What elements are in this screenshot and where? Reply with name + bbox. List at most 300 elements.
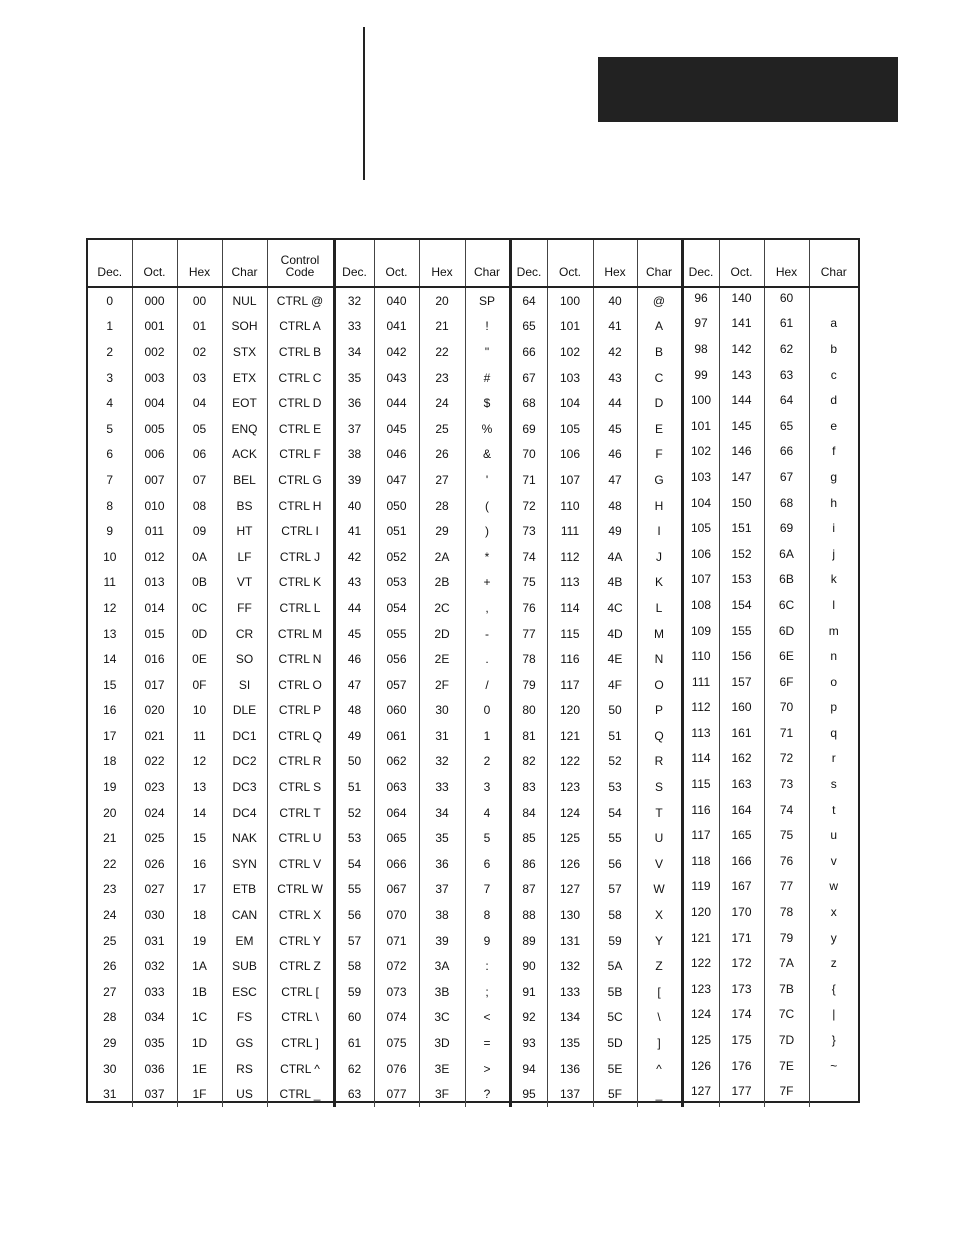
table-cell: z	[809, 950, 858, 976]
table-cell: 052	[374, 544, 419, 570]
table-cell: SP	[465, 287, 510, 314]
table-cell: 160	[719, 695, 764, 721]
table-cell: 0A	[177, 544, 222, 570]
table-cell: 121	[682, 925, 719, 951]
table-cell: 26	[103, 959, 117, 974]
table-cell: 28	[419, 493, 465, 519]
table-cell: 106	[547, 442, 593, 468]
table-cell: 96	[682, 284, 719, 311]
table-cell: 5C	[593, 1005, 637, 1031]
table-cell: 1B	[177, 979, 222, 1005]
table-cell: CR	[222, 621, 267, 647]
table-cell: T	[637, 800, 682, 826]
table-cell: 06	[177, 442, 222, 468]
table-cell: 05	[177, 416, 222, 442]
table-cell: o	[809, 669, 858, 695]
table-cell: 047	[374, 467, 419, 493]
header-row	[88, 240, 858, 287]
table-cell: 150	[719, 490, 764, 516]
table-cell: 82	[510, 749, 547, 775]
table-cell	[809, 284, 858, 311]
table-cell: 18	[103, 754, 117, 769]
table-cell: 2	[465, 749, 510, 775]
table-row	[88, 1081, 858, 1107]
table-cell: 18	[177, 902, 222, 928]
table-cell: 26	[419, 442, 465, 468]
ascii-table	[88, 240, 858, 1107]
table-cell: 10	[177, 698, 222, 724]
table-cell: 42	[593, 339, 637, 365]
table-cell: 021	[132, 723, 177, 749]
table-cell: 113	[547, 570, 593, 596]
table-cell: 53	[593, 774, 637, 800]
table-cell: 114	[547, 595, 593, 621]
column-header: Hex	[177, 240, 222, 287]
table-cell: 84	[510, 800, 547, 826]
table-cell: 5	[465, 825, 510, 851]
table-cell: 071	[374, 928, 419, 954]
table-cell: GS	[222, 1030, 267, 1056]
table-cell: 112	[547, 544, 593, 570]
table-cell: %	[465, 416, 510, 442]
table-cell: 23	[419, 365, 465, 391]
table-cell: 79	[764, 925, 809, 951]
table-cell: 111	[547, 518, 593, 544]
table-cell: 030	[132, 902, 177, 928]
table-cell: CTRL Q	[267, 723, 334, 749]
column-header: Oct.	[132, 240, 177, 287]
table-cell: 163	[719, 771, 764, 797]
table-cell: q	[809, 720, 858, 746]
table-cell: 68	[510, 390, 547, 416]
table-cell: 72	[510, 493, 547, 519]
table-cell: 177	[719, 1078, 764, 1104]
table-cell: 35	[419, 825, 465, 851]
table-cell: 28	[103, 1010, 117, 1025]
table-cell: 108	[682, 592, 719, 618]
table-cell: 13	[103, 626, 117, 641]
table-cell: 005	[132, 416, 177, 442]
table-cell: x	[809, 899, 858, 925]
table-cell: 36	[334, 390, 374, 416]
table-cell: BS	[222, 493, 267, 519]
table-cell: 5D	[593, 1030, 637, 1056]
table-cell: 72	[764, 746, 809, 772]
table-cell: 106	[682, 541, 719, 567]
table-cell: 027	[132, 877, 177, 903]
table-cell: 120	[547, 698, 593, 724]
table-cell: CTRL H	[267, 493, 334, 519]
table-cell: 151	[719, 515, 764, 541]
table-cell: 5A	[593, 953, 637, 979]
table-cell: 15	[177, 825, 222, 851]
table-cell: 3F	[419, 1081, 465, 1107]
table-cell: 031	[132, 928, 177, 954]
table-cell: CTRL Z	[267, 953, 334, 979]
table-cell: 44	[593, 390, 637, 416]
table-cell: ]	[637, 1030, 682, 1056]
table-cell: 43	[593, 365, 637, 391]
table-cell: 7	[465, 877, 510, 903]
table-cell: 62	[764, 336, 809, 362]
table-cell: 014	[132, 595, 177, 621]
table-cell: h	[809, 490, 858, 516]
table-cell: CTRL C	[267, 365, 334, 391]
table-cell: CTRL X	[267, 902, 334, 928]
table-cell: 145	[719, 413, 764, 439]
table-cell: P	[637, 698, 682, 724]
table-cell: ETX	[222, 365, 267, 391]
table-cell: CTRL U	[267, 825, 334, 851]
table-cell: 062	[374, 749, 419, 775]
table-cell: DC3	[222, 774, 267, 800]
table-cell: 037	[132, 1081, 177, 1107]
table-cell: 153	[719, 567, 764, 593]
table-cell: 7	[106, 472, 114, 487]
table-cell: 12	[177, 749, 222, 775]
table-cell: 92	[510, 1005, 547, 1031]
table-cell: 63	[764, 362, 809, 388]
table-cell: 27	[419, 467, 465, 493]
table-cell: 17	[177, 877, 222, 903]
table-cell: 11	[103, 575, 116, 590]
table-cell: LF	[222, 544, 267, 570]
table-cell: 33	[419, 774, 465, 800]
table-cell: 077	[374, 1081, 419, 1107]
table-cell: 110	[547, 493, 593, 519]
table-cell: 137	[547, 1081, 593, 1107]
table-cell: 103	[682, 464, 719, 490]
table-cell: SUB	[222, 953, 267, 979]
table-cell: 143	[719, 362, 764, 388]
table-cell: 2A	[419, 544, 465, 570]
table-cell: 033	[132, 979, 177, 1005]
table-cell: 1E	[177, 1056, 222, 1082]
table-cell: 40	[593, 287, 637, 314]
table-cell: 76	[510, 595, 547, 621]
table-cell: CTRL E	[267, 416, 334, 442]
table-cell: 55	[334, 877, 374, 903]
table-cell: CTRL Y	[267, 928, 334, 954]
table-cell: CTRL V	[267, 851, 334, 877]
column-header: Dec.	[510, 240, 547, 287]
table-cell: 5B	[593, 979, 637, 1005]
table-cell: 6F	[764, 669, 809, 695]
table-cell: &	[465, 442, 510, 468]
table-cell: $	[465, 390, 510, 416]
table-cell: 057	[374, 672, 419, 698]
table-cell: B	[637, 339, 682, 365]
table-cell: ENQ	[222, 416, 267, 442]
table-cell: 118	[682, 848, 719, 874]
table-cell: 070	[374, 902, 419, 928]
table-cell: 117	[547, 672, 593, 698]
table-cell: 2	[106, 344, 114, 359]
table-cell: 34	[419, 800, 465, 826]
table-cell: 4	[465, 800, 510, 826]
table-cell: 65	[510, 314, 547, 340]
table-cell: 101	[547, 314, 593, 340]
table-cell: 16	[103, 703, 117, 718]
table-cell: 3E	[419, 1056, 465, 1082]
vertical-rule	[363, 27, 365, 180]
table-cell: 063	[374, 774, 419, 800]
table-cell: a	[809, 311, 858, 337]
table-cell: 51	[593, 723, 637, 749]
table-cell: (	[465, 493, 510, 519]
table-cell: 046	[374, 442, 419, 468]
table-cell: 57	[593, 877, 637, 903]
table-cell: 022	[132, 749, 177, 775]
table-cell: c	[809, 362, 858, 388]
table-cell: 5	[106, 421, 114, 436]
table-cell: 32	[334, 287, 374, 314]
table-cell: 1	[106, 319, 114, 334]
table-cell: HT	[222, 518, 267, 544]
table-cell: 7E	[764, 1053, 809, 1079]
table-cell: f	[809, 439, 858, 465]
table-cell: 77	[510, 621, 547, 647]
table-cell: 70	[510, 442, 547, 468]
table-cell: 60	[334, 1005, 374, 1031]
table-cell: CTRL ]	[267, 1030, 334, 1056]
table-cell: W	[637, 877, 682, 903]
table-cell: 74	[764, 797, 809, 823]
table-cell: 175	[719, 1027, 764, 1053]
column-header: Oct.	[374, 240, 419, 287]
table-cell: 7F	[764, 1078, 809, 1104]
table-cell: 2C	[419, 595, 465, 621]
column-header: Control Code	[267, 240, 334, 287]
table-cell: R	[637, 749, 682, 775]
table-cell: DC2	[222, 749, 267, 775]
table-cell: s	[809, 771, 858, 797]
table-cell: 6E	[764, 643, 809, 669]
table-cell: '	[465, 467, 510, 493]
table-cell: u	[809, 822, 858, 848]
table-cell: CTRL W	[267, 877, 334, 903]
table-cell: ESC	[222, 979, 267, 1005]
table-cell: US	[222, 1081, 267, 1107]
table-cell: \	[637, 1005, 682, 1031]
table-cell: 075	[374, 1030, 419, 1056]
table-cell: 061	[374, 723, 419, 749]
table-cell: 93	[510, 1030, 547, 1056]
table-cell: 03	[177, 365, 222, 391]
table-cell: 15	[103, 677, 117, 692]
table-cell: 98	[682, 336, 719, 362]
table-cell: 39	[334, 467, 374, 493]
table-cell: 125	[547, 825, 593, 851]
table-cell: 54	[593, 800, 637, 826]
table-cell: 7C	[764, 1002, 809, 1028]
table-cell: FF	[222, 595, 267, 621]
table-cell: 103	[547, 365, 593, 391]
table-cell: 110	[682, 643, 719, 669]
table-cell: 002	[132, 339, 177, 365]
table-cell: DC4	[222, 800, 267, 826]
table-cell: 0F	[177, 672, 222, 698]
table-cell: SYN	[222, 851, 267, 877]
table-cell: 21	[419, 314, 465, 340]
table-cell: 1D	[177, 1030, 222, 1056]
table-cell: 22	[103, 856, 117, 871]
table-cell: G	[637, 467, 682, 493]
table-cell: 78	[510, 646, 547, 672]
table-cell: CTRL K	[267, 570, 334, 596]
table-cell: 010	[132, 493, 177, 519]
table-cell: 3	[106, 370, 114, 385]
table-cell: 043	[374, 365, 419, 391]
table-cell: 102	[682, 439, 719, 465]
table-cell: 054	[374, 595, 419, 621]
table-cell: 09	[177, 518, 222, 544]
table-cell: X	[637, 902, 682, 928]
table-cell: 3A	[419, 953, 465, 979]
table-cell: 20	[103, 805, 117, 820]
table-cell: 161	[719, 720, 764, 746]
table-cell: CTRL N	[267, 646, 334, 672]
table-cell: :	[465, 953, 510, 979]
column-header: Char	[222, 240, 267, 287]
table-cell: EOT	[222, 390, 267, 416]
table-cell: 35	[334, 365, 374, 391]
table-cell: 040	[374, 287, 419, 314]
table-cell: 73	[764, 771, 809, 797]
table-cell: k	[809, 567, 858, 593]
table-cell: #	[465, 365, 510, 391]
column-header: Dec.	[88, 240, 132, 287]
table-cell: 55	[593, 825, 637, 851]
table-cell: 174	[719, 1002, 764, 1028]
table-cell: 3B	[419, 979, 465, 1005]
table-cell: 91	[510, 979, 547, 1005]
table-cell: 066	[374, 851, 419, 877]
table-cell: l	[809, 592, 858, 618]
table-cell: 3D	[419, 1030, 465, 1056]
table-cell: )	[465, 518, 510, 544]
table-cell: 044	[374, 390, 419, 416]
table-cell: 66	[510, 339, 547, 365]
table-cell: 124	[682, 1002, 719, 1028]
table-cell: 64	[510, 287, 547, 314]
table-cell: 105	[682, 515, 719, 541]
table-cell: 80	[510, 698, 547, 724]
table-cell: Y	[637, 928, 682, 954]
table-cell: CTRL I	[267, 518, 334, 544]
table-cell: 032	[132, 953, 177, 979]
table-cell: 1C	[177, 1005, 222, 1031]
table-cell: 83	[510, 774, 547, 800]
table-cell: 75	[510, 570, 547, 596]
table-cell: 74	[510, 544, 547, 570]
table-cell: 170	[719, 899, 764, 925]
table-cell: 113	[682, 720, 719, 746]
table-cell: CTRL ^	[267, 1056, 334, 1082]
table-cell: NUL	[222, 287, 267, 314]
table-cell: L	[637, 595, 682, 621]
table-cell: 105	[547, 416, 593, 442]
table-cell: CTRL @	[267, 287, 334, 314]
table-cell: 86	[510, 851, 547, 877]
table-cell: 167	[719, 874, 764, 900]
table-cell: 3	[465, 774, 510, 800]
table-cell: 5E	[593, 1056, 637, 1082]
table-cell: 7B	[764, 976, 809, 1002]
table-cell: 173	[719, 976, 764, 1002]
table-cell: 131	[547, 928, 593, 954]
table-cell: 25	[419, 416, 465, 442]
table-cell: 067	[374, 877, 419, 903]
table-cell: 165	[719, 822, 764, 848]
column-header: Char	[809, 240, 858, 287]
table-cell: 71	[764, 720, 809, 746]
table-cell: g	[809, 464, 858, 490]
table-cell: 78	[764, 899, 809, 925]
table-cell: 79	[510, 672, 547, 698]
table-cell: 70	[764, 695, 809, 721]
table-cell: CTRL P	[267, 698, 334, 724]
column-header: Oct.	[547, 240, 593, 287]
table-cell: 111	[682, 669, 719, 695]
table-cell: ?	[465, 1081, 510, 1107]
table-cell: v	[809, 848, 858, 874]
table-cell: Z	[637, 953, 682, 979]
table-cell: j	[809, 541, 858, 567]
table-cell: CTRL R	[267, 749, 334, 775]
table-cell: CTRL G	[267, 467, 334, 493]
table-cell: m	[809, 618, 858, 644]
table-cell: CTRL F	[267, 442, 334, 468]
table-cell: 85	[510, 825, 547, 851]
table-cell: 51	[334, 774, 374, 800]
table-cell: 134	[547, 1005, 593, 1031]
table-cell: 89	[510, 928, 547, 954]
table-cell: J	[637, 544, 682, 570]
table-cell: 49	[334, 723, 374, 749]
table-cell: 9	[106, 524, 114, 539]
table-cell: ^	[637, 1056, 682, 1082]
table-cell: 41	[593, 314, 637, 340]
table-cell: 051	[374, 518, 419, 544]
table-cell: p	[809, 695, 858, 721]
table-cell: 0B	[177, 570, 222, 596]
table-cell: 14	[177, 800, 222, 826]
table-cell: 25	[103, 933, 117, 948]
table-cell: 88	[510, 902, 547, 928]
table-cell: 95	[510, 1081, 547, 1107]
table-cell: 11	[177, 723, 222, 749]
table-cell: 90	[510, 953, 547, 979]
table-cell: 4E	[593, 646, 637, 672]
table-cell: 50	[334, 749, 374, 775]
table-cell: 109	[682, 618, 719, 644]
table-cell: n	[809, 643, 858, 669]
table-cell: 053	[374, 570, 419, 596]
table-cell: 125	[682, 1027, 719, 1053]
table-cell: CTRL J	[267, 544, 334, 570]
table-cell: 056	[374, 646, 419, 672]
table-cell: 59	[334, 979, 374, 1005]
table-cell: 24	[103, 908, 117, 923]
table-cell: 172	[719, 950, 764, 976]
table-cell: 34	[334, 339, 374, 365]
table-cell: 73	[510, 518, 547, 544]
table-cell: 67	[764, 464, 809, 490]
table-cell: 104	[547, 390, 593, 416]
table-cell: N	[637, 646, 682, 672]
table-cell: 69	[510, 416, 547, 442]
